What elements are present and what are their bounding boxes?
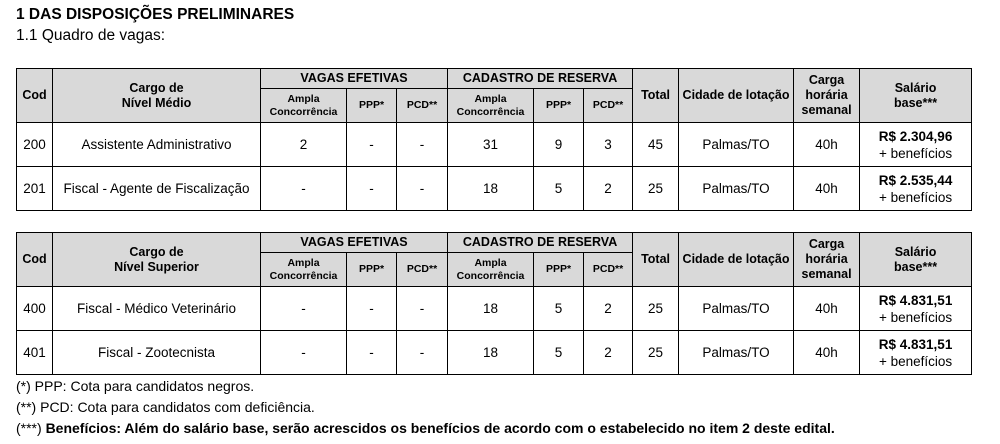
- cell-ve-pcd: -: [397, 167, 448, 211]
- header-salario-line1: Salário: [894, 80, 937, 95]
- header-ve-pcd: PCD**: [397, 89, 448, 123]
- cell-cod: 201: [17, 167, 53, 211]
- header-carga-line3: semanal: [801, 267, 852, 281]
- salario-beneficios: + benefícios: [878, 309, 953, 325]
- header-cr-ampla: [448, 253, 534, 287]
- header-salario-line1: Salário: [894, 244, 937, 259]
- header-cargo-line1: Cargo de: [129, 80, 184, 95]
- cell-cr-ppp: 5: [534, 287, 584, 331]
- header-carga-line2: horária: [805, 88, 848, 102]
- cell-total: 25: [633, 167, 679, 211]
- salario-beneficios: + benefícios: [878, 189, 953, 205]
- footnote-beneficios-text: Benefícios: Além do salário base, serão acrescidos os benefícios de acordo com o estabelecido no item 2 deste edital.: [45, 420, 835, 436]
- cell-ve-ampla: 2: [261, 123, 347, 167]
- section-title: 1 DAS DISPOSIÇÕES PRELIMINARES: [16, 6, 295, 23]
- cell-cr-ampla: 31: [448, 123, 534, 167]
- header-salario: [860, 233, 972, 287]
- salario-value: R$ 4.831,51: [878, 292, 953, 308]
- cell-salario: [860, 167, 972, 211]
- header-cod: Cod: [17, 69, 53, 123]
- header-carga: [794, 69, 860, 123]
- cell-cidade: Palmas/TO: [679, 287, 794, 331]
- header-carga-line3: semanal: [801, 103, 852, 117]
- vagas-table-nivel-medio: [16, 68, 972, 211]
- cell-carga: 40h: [794, 123, 860, 167]
- cell-ve-ppp: -: [347, 331, 397, 375]
- ampla-line2: Concorrência: [269, 105, 338, 118]
- ampla-line1: Ampla: [474, 92, 507, 105]
- header-cr-ppp: PPP*: [534, 89, 584, 123]
- salario-value: R$ 4.831,51: [878, 336, 953, 352]
- cell-cargo: Fiscal - Agente de Fiscalização: [53, 167, 261, 211]
- header-cargo-line2: Nível Superior: [114, 259, 199, 274]
- cell-ve-ppp: -: [347, 123, 397, 167]
- cell-cargo: Assistente Administrativo: [53, 123, 261, 167]
- cell-ve-ampla: -: [261, 167, 347, 211]
- salario-value: R$ 2.535,44: [878, 172, 953, 188]
- cell-cr-pcd: 2: [584, 287, 633, 331]
- cell-carga: 40h: [794, 287, 860, 331]
- header-ve-ppp: PPP*: [347, 253, 397, 287]
- header-ve-pcd: PCD**: [397, 253, 448, 287]
- header-cadastro-reserva: CADASTRO DE RESERVA: [448, 233, 633, 253]
- header-ve-ampla: [261, 89, 347, 123]
- header-salario: [860, 69, 972, 123]
- ampla-line2: Concorrência: [456, 105, 525, 118]
- subsection-title: 1.1 Quadro de vagas:: [16, 27, 166, 44]
- cell-cr-ppp: 5: [534, 167, 584, 211]
- ampla-line1: Ampla: [287, 256, 320, 269]
- header-cargo: [53, 233, 261, 287]
- cell-cr-pcd: 2: [584, 167, 633, 211]
- cell-ve-pcd: -: [397, 331, 448, 375]
- cell-salario: [860, 287, 972, 331]
- salario-beneficios: + benefícios: [878, 145, 953, 161]
- footnote-pcd: (**) PCD: Cota para candidatos com deficiência.: [16, 399, 315, 415]
- header-cadastro-reserva: CADASTRO DE RESERVA: [448, 69, 633, 89]
- header-cod: Cod: [17, 233, 53, 287]
- vagas-table-nivel-superior: [16, 232, 972, 375]
- cell-ve-pcd: -: [397, 287, 448, 331]
- header-salario-line2: base***: [894, 95, 938, 110]
- cell-cargo: Fiscal - Médico Veterinário: [53, 287, 261, 331]
- header-carga-line2: horária: [805, 252, 848, 266]
- header-vagas-efetivas: VAGAS EFETIVAS: [261, 233, 448, 253]
- header-cargo-line2: Nível Médio: [121, 95, 192, 110]
- cell-cod: 400: [17, 287, 53, 331]
- header-cr-ppp: PPP*: [534, 253, 584, 287]
- cell-cargo: Fiscal - Zootecnista: [53, 331, 261, 375]
- cell-salario: [860, 123, 972, 167]
- cell-cr-pcd: 2: [584, 331, 633, 375]
- header-total: Total: [633, 233, 679, 287]
- cell-ve-ampla: -: [261, 331, 347, 375]
- header-vagas-efetivas: VAGAS EFETIVAS: [261, 69, 448, 89]
- footnotes: [16, 376, 835, 439]
- cell-cidade: Palmas/TO: [679, 123, 794, 167]
- cell-cr-ampla: 18: [448, 331, 534, 375]
- cell-cr-ampla: 18: [448, 287, 534, 331]
- header-carga: [794, 233, 860, 287]
- header-ve-ampla: [261, 253, 347, 287]
- cell-ve-ampla: -: [261, 287, 347, 331]
- ampla-line2: Concorrência: [456, 269, 525, 282]
- table-row: [17, 331, 972, 375]
- cell-carga: 40h: [794, 167, 860, 211]
- header-cr-pcd: PCD**: [584, 253, 633, 287]
- header-cidade: Cidade de lotação: [679, 233, 794, 287]
- ampla-line1: Ampla: [474, 256, 507, 269]
- table-row: [17, 167, 972, 211]
- header-total: Total: [633, 69, 679, 123]
- salario-beneficios: + benefícios: [878, 353, 953, 369]
- cell-cr-ppp: 5: [534, 331, 584, 375]
- header-cidade: Cidade de lotação: [679, 69, 794, 123]
- footnote-beneficios-prefix: (***): [16, 420, 46, 436]
- header-salario-line2: base***: [894, 259, 938, 274]
- cell-salario: [860, 331, 972, 375]
- footnote-beneficios: [16, 418, 835, 439]
- footnote-ppp: (*) PPP: Cota para candidatos negros.: [16, 378, 255, 394]
- salario-value: R$ 2.304,96: [878, 128, 953, 144]
- cell-ve-ppp: -: [347, 167, 397, 211]
- header-cargo-line1: Cargo de: [129, 244, 184, 259]
- ampla-line1: Ampla: [287, 92, 320, 105]
- cell-total: 25: [633, 287, 679, 331]
- cell-cidade: Palmas/TO: [679, 331, 794, 375]
- cell-ve-pcd: -: [397, 123, 448, 167]
- header-cr-ampla: [448, 89, 534, 123]
- cell-cr-ampla: 18: [448, 167, 534, 211]
- cell-total: 25: [633, 331, 679, 375]
- cell-cr-pcd: 3: [584, 123, 633, 167]
- cell-total: 45: [633, 123, 679, 167]
- header-cargo: [53, 69, 261, 123]
- cell-ve-ppp: -: [347, 287, 397, 331]
- cell-cr-ppp: 9: [534, 123, 584, 167]
- header-carga-line1: Carga: [808, 73, 845, 87]
- cell-cidade: Palmas/TO: [679, 167, 794, 211]
- ampla-line2: Concorrência: [269, 269, 338, 282]
- table-row: [17, 123, 972, 167]
- header-carga-line1: Carga: [808, 237, 845, 251]
- header-ve-ppp: PPP*: [347, 89, 397, 123]
- cell-carga: 40h: [794, 331, 860, 375]
- cell-cod: 200: [17, 123, 53, 167]
- header-cr-pcd: PCD**: [584, 89, 633, 123]
- table-row: [17, 287, 972, 331]
- cell-cod: 401: [17, 331, 53, 375]
